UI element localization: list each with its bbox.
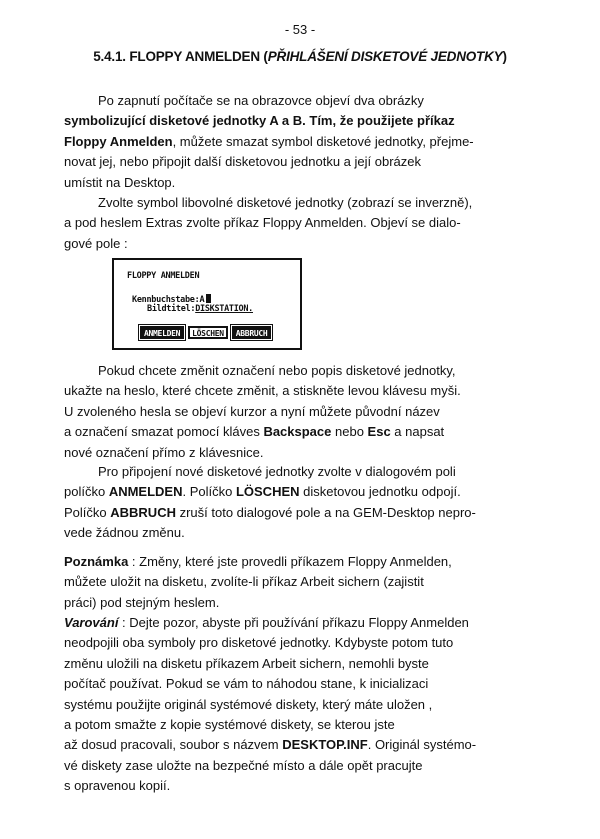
paragraph-rename	[64, 361, 530, 463]
text-line: umístit na Desktop.	[64, 174, 176, 190]
text-line: ukažte na heslo, které chcete změnit, a stiskněte levou klávesu myši.	[64, 383, 461, 399]
text-line	[64, 613, 530, 633]
text-cursor	[206, 294, 211, 303]
text-line	[64, 552, 530, 572]
text-line	[64, 482, 530, 502]
text-line: systému použijte originál systémové diskety, který máte uložen ,	[64, 696, 433, 712]
text-line	[64, 422, 530, 442]
text-line: počítač používat. Pokud se vám to náhodou stane, k inicializaci	[64, 676, 429, 692]
icon-title-field[interactable]: DISKSTATION.	[195, 304, 253, 314]
text-line: vé diskety zase uložte na bezpečné místo a dále opět pracujte	[64, 757, 423, 773]
text-fragment: : Změny, které jste provedli příkazem Floppy Anmelden,	[128, 554, 452, 569]
text-line: Po zapnutí počítače se na obrazovce objeví dva obrázky	[98, 93, 424, 108]
warning-label: Varování	[64, 615, 119, 630]
page-number: - 53 -	[284, 22, 316, 37]
text-fragment: : Dejte pozor, abyste při používání příkazu Floppy Anmelden	[118, 615, 469, 630]
text-line: gové pole :	[64, 235, 128, 251]
text-line: Pokud chcete změnit označení nebo popis disketové jednotky,	[98, 363, 456, 378]
file-name: DESKTOP.INF	[282, 737, 368, 753]
text-line: a pod heslem Extras zvolte příkaz Floppy Anmelden. Objeví se dialo-	[64, 215, 461, 231]
drive-letter-field[interactable]: A	[199, 295, 205, 305]
text-line: Zvolte symbol libovolné disketové jednotky (zobrazí se inverzně),	[98, 195, 473, 210]
paragraph-buttons	[64, 462, 530, 544]
text-line: s opravenou kopií.	[64, 778, 171, 794]
warning-block	[64, 613, 530, 797]
text-fragment: nebo	[331, 424, 368, 440]
text-line	[64, 735, 530, 755]
text-fragment: disketovou jednotku odpojí.	[299, 484, 461, 500]
text-fragment: . Políčko	[182, 484, 236, 500]
button-name: ANMELDEN	[108, 484, 183, 500]
text-fragment: Políčko	[64, 504, 111, 520]
text-line: můžete uložit na disketu, zvolíte-li příkaz Arbeit sichern (zajistit	[64, 574, 424, 590]
text-fragment: , můžete smazat symbol disketové jednotky, přejme-	[172, 133, 474, 149]
dialog-title: FLOPPY ANMELDEN	[127, 271, 200, 281]
heading-end: )	[502, 49, 507, 64]
text-line: vede žádnou změnu.	[64, 525, 185, 541]
icon-title-row	[147, 304, 253, 314]
button-name: ABBRUCH	[110, 504, 176, 520]
text-line: neodpojili oba symboly pro disketové jednotky. Kdybyste potom tuto	[64, 635, 454, 651]
button-name: LÖSCHEN	[235, 484, 300, 500]
text-fragment: a označení smazat pomocí kláves	[64, 424, 264, 440]
abbruch-button[interactable]: ABBRUCH	[232, 326, 272, 339]
icon-title-label: Bildtitel:	[147, 304, 196, 314]
text-line: nové označení přímo z klávesnice.	[64, 444, 264, 460]
text-line: symbolizující disketové jednotky A a B. Tím, že použijete příkaz	[64, 113, 455, 129]
text-fragment: políčko	[64, 484, 109, 500]
heading-italic: PŘIHLÁŠENÍ DISKETOVÉ JEDNOTKY	[267, 49, 503, 64]
text-line	[64, 132, 530, 152]
note-block	[64, 552, 530, 613]
text-line: U zvoleného hesla se objeví kurzor a nyní můžete původní název	[64, 403, 440, 419]
text-line: novat jej, nebo připojit další disketovou jednotku a její obrázek	[64, 154, 421, 170]
drive-letter-label: Kennbuchstabe:	[132, 295, 200, 305]
text-line: Pro připojení nové disketové jednotky zvolte v dialogovém poli	[98, 464, 456, 479]
loeschen-button[interactable]: LÖSCHEN	[188, 326, 228, 339]
text-fragment: až dosud pracovali, soubor s názvem	[64, 737, 283, 753]
key-name: Backspace	[263, 424, 332, 440]
text-line: práci) pod stejným heslem.	[64, 594, 220, 610]
floppy-anmelden-dialog	[112, 258, 302, 350]
text-fragment: zruší toto dialogové pole a na GEM-Desktop nepro-	[175, 504, 476, 520]
note-label: Poznámka	[64, 554, 129, 569]
text-line: a potom smažte z kopie systémové diskety, se kterou jste	[64, 716, 395, 732]
dialog-buttons	[140, 326, 271, 339]
key-name: Esc	[367, 424, 391, 440]
command-name: Floppy Anmelden	[64, 133, 173, 149]
heading-main: 5.4.1. FLOPPY ANMELDEN (	[93, 49, 268, 64]
paragraph-select	[64, 193, 530, 254]
text-fragment: . Originál systémo-	[367, 737, 477, 753]
text-line: změnu uložili na disketu příkazem Arbeit sichern, nemohli byste	[64, 655, 429, 671]
section-heading	[0, 49, 600, 64]
text-line	[64, 503, 530, 523]
text-fragment: a napsat	[390, 424, 445, 440]
paragraph-intro	[64, 91, 530, 193]
anmelden-button[interactable]: ANMELDEN	[140, 326, 184, 339]
